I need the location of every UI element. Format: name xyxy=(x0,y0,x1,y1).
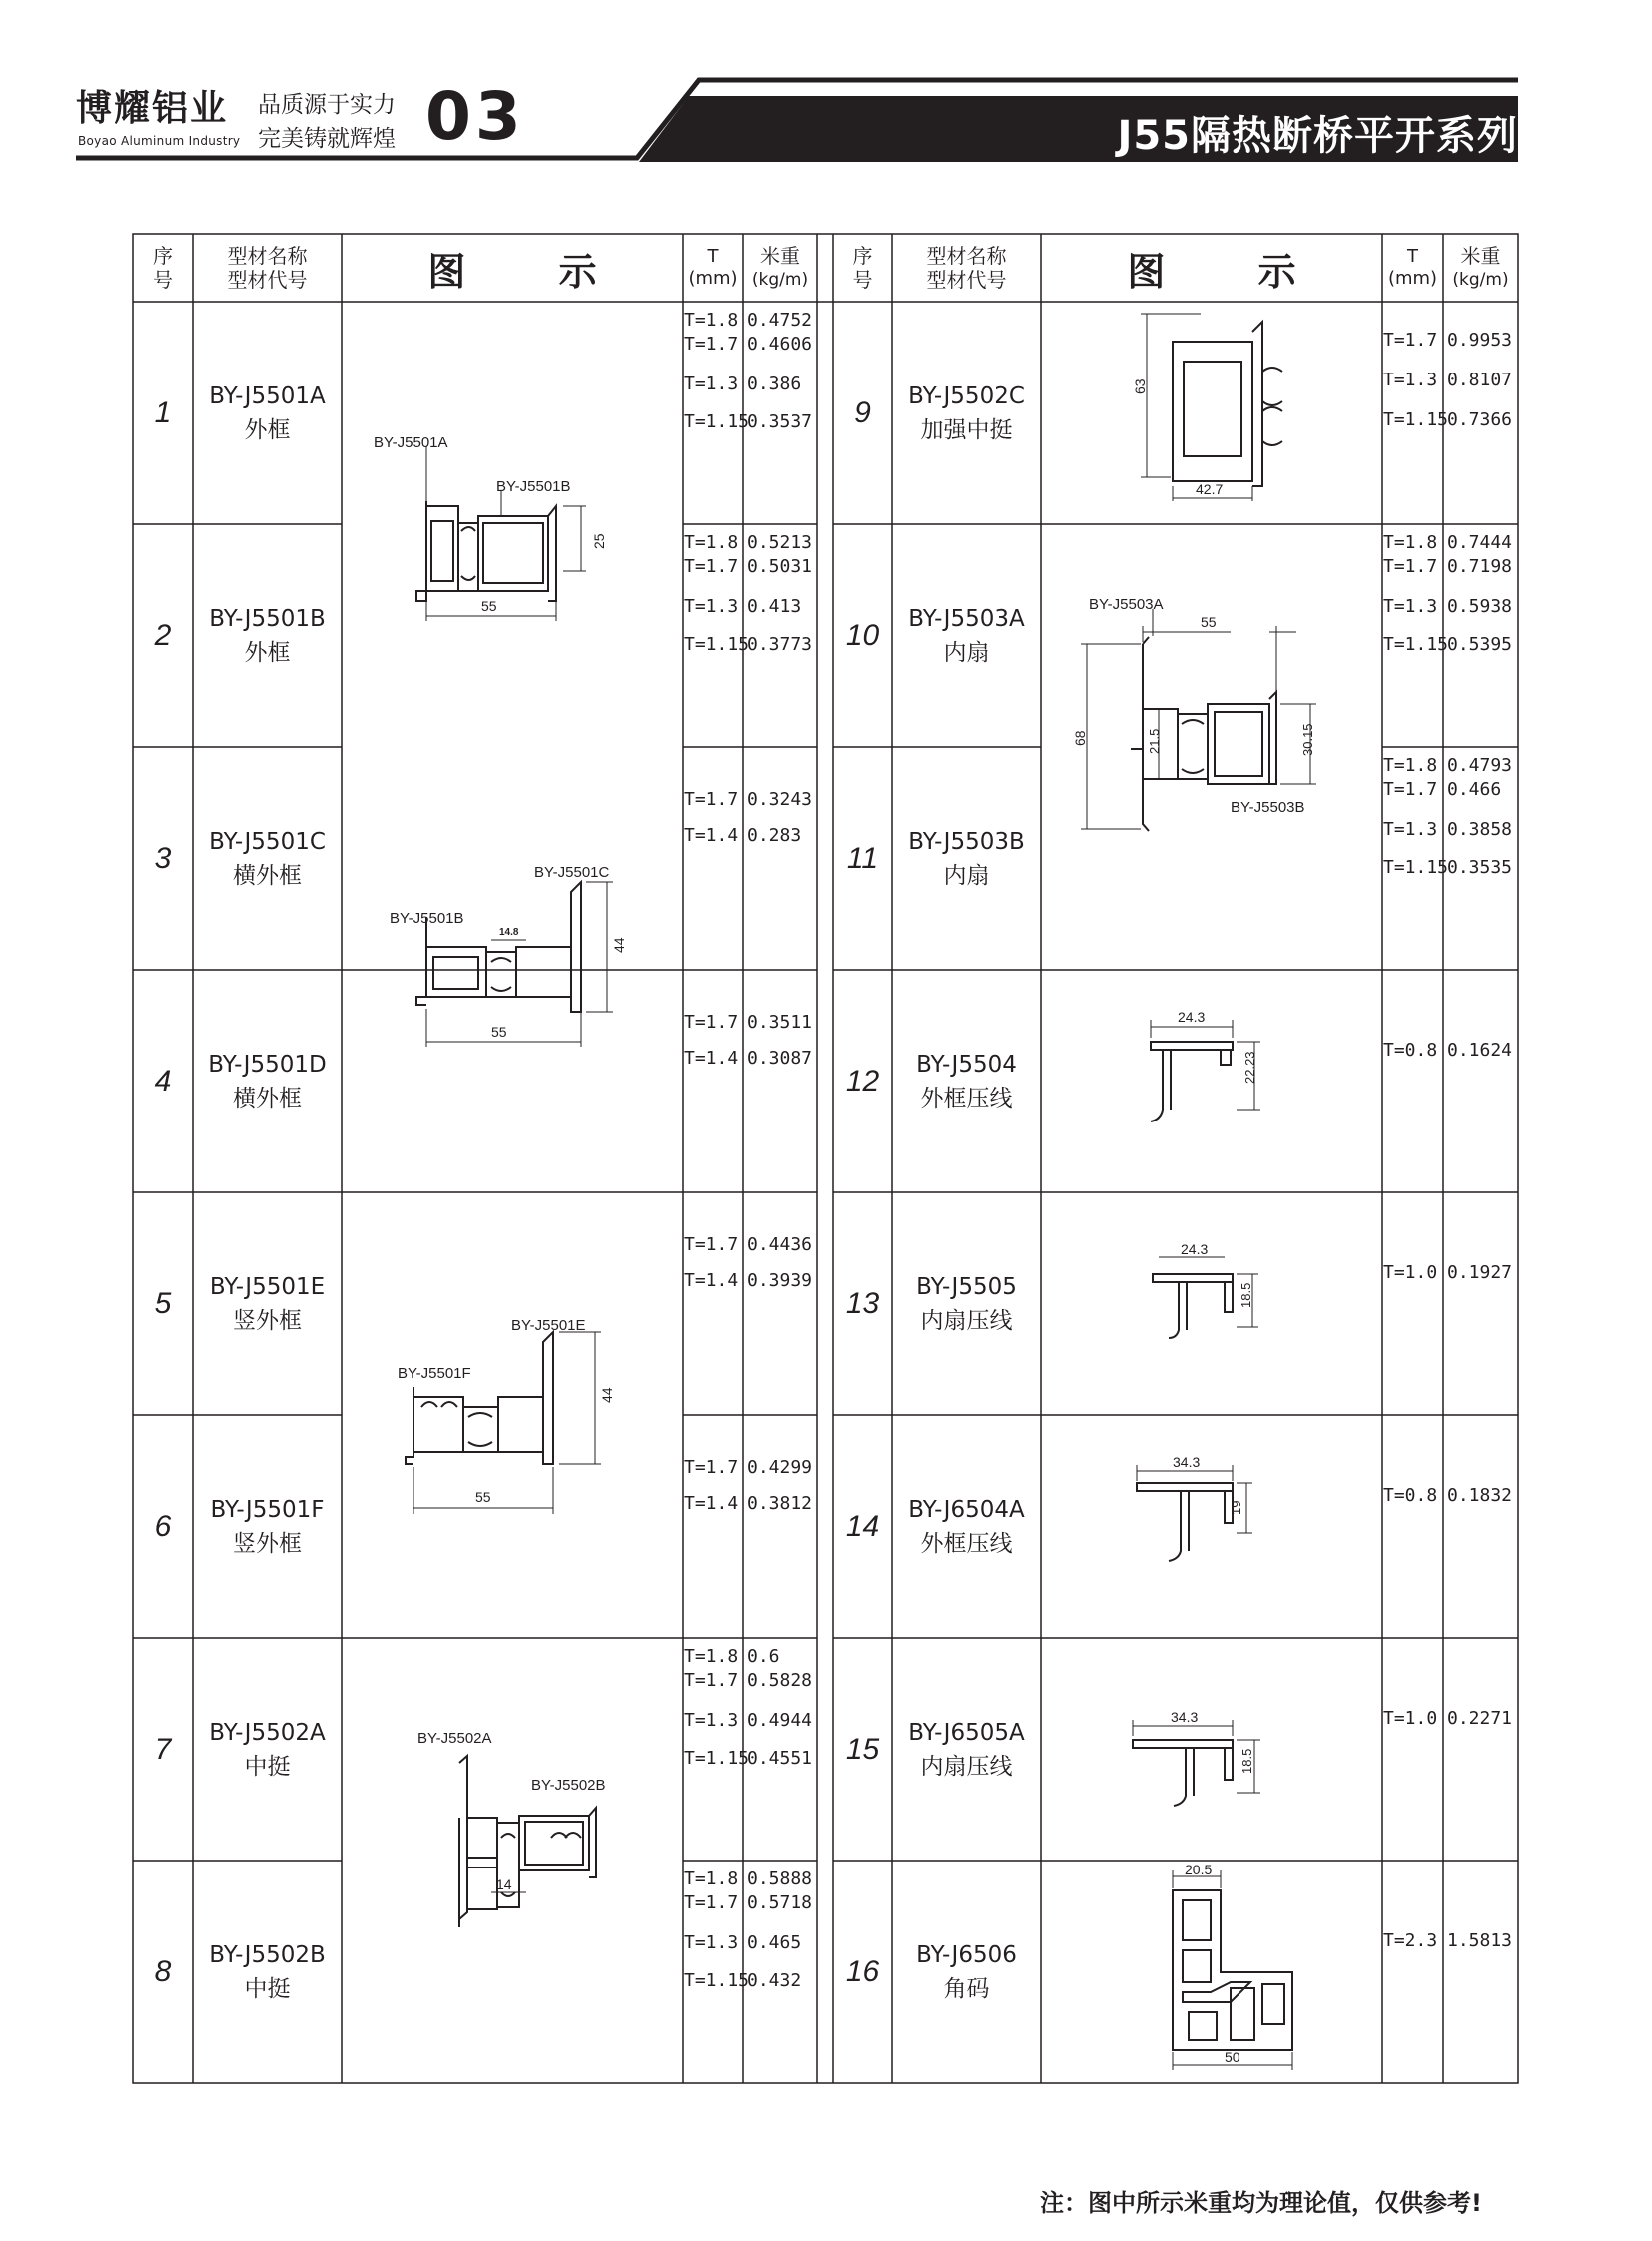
profile-name: 横外框 xyxy=(233,1085,302,1112)
drawing-dim-height: 19 xyxy=(1229,1500,1243,1515)
profile-code: BY-J5501C xyxy=(209,828,326,855)
thickness-value: T=1.7 xyxy=(684,1457,739,1478)
thickness-value: T=1.7 xyxy=(684,334,739,355)
weight-value: 0.413 xyxy=(747,596,802,617)
thickness-value: T=1.8 xyxy=(684,1868,739,1889)
profile-drawing-j5504 xyxy=(1041,970,1382,1192)
profile-code: BY-J5505 xyxy=(916,1273,1017,1300)
header-name-code: 型材名称 型材代号 xyxy=(926,244,1007,292)
thickness-value: T=1.4 xyxy=(684,1270,739,1291)
profile-code: BY-J6505A xyxy=(908,1719,1025,1746)
profile-drawing-j6504a xyxy=(1041,1415,1382,1638)
weight-value: 0.283 xyxy=(747,825,802,846)
thickness-value: T=1.4 xyxy=(684,1048,739,1069)
profile-drawing-j6506 xyxy=(1041,1861,1382,2083)
profile-drawing-j5503a-b xyxy=(1041,524,1382,970)
profile-drawing-j5501a-b xyxy=(342,302,683,747)
thickness-value: T=0.8 xyxy=(1383,1485,1438,1506)
profile-code: BY-J6504A xyxy=(908,1496,1025,1523)
profile-code: BY-J5501D xyxy=(208,1051,327,1078)
thickness-value: T=1.7 xyxy=(1383,779,1438,800)
weight-value: 0.5718 xyxy=(747,1892,813,1913)
profile-code: BY-J5503B xyxy=(908,828,1025,855)
profile-code-name xyxy=(892,524,1041,747)
thickness-value: T=1.15 xyxy=(684,411,750,432)
row-number: 3 xyxy=(154,841,172,875)
thickness-value: T=1.15 xyxy=(1383,634,1449,655)
profile-code: BY-J5501E xyxy=(209,1273,326,1300)
profile-code: BY-J5502C xyxy=(908,382,1025,409)
drawing-label-j5501a: BY-J5501A xyxy=(374,434,448,451)
profile-code: BY-J5501F xyxy=(210,1496,325,1523)
header-weight: 米重 (kg/m) xyxy=(751,244,809,290)
weight-value: 0.3858 xyxy=(1447,819,1513,840)
drawing-dim-width: 24.3 xyxy=(1178,1009,1206,1025)
weight-value: 0.8107 xyxy=(1447,370,1513,390)
weight-value: 0.3939 xyxy=(747,1270,813,1291)
profile-code-name xyxy=(193,747,342,970)
weight-value: 0.386 xyxy=(747,374,802,394)
thickness-value: T=1.15 xyxy=(684,1970,750,1991)
row-number: 1 xyxy=(154,395,172,429)
drawing-label-j5502b: BY-J5502B xyxy=(531,1777,606,1794)
weight-value: 1.5813 xyxy=(1447,1930,1513,1951)
drawing-dim-small: 14.8 xyxy=(499,927,519,938)
profile-name: 中挺 xyxy=(244,1975,291,2002)
thickness-value: T=1.0 xyxy=(1383,1708,1438,1729)
profile-name: 中挺 xyxy=(244,1753,291,1780)
thickness-value: T=1.3 xyxy=(1383,596,1438,617)
weight-value: 0.4551 xyxy=(747,1748,813,1769)
profile-drawing-j5501e-f xyxy=(342,1192,683,1638)
weight-value: 0.9953 xyxy=(1447,330,1513,351)
drawing-dim-height: 68 xyxy=(1072,730,1088,746)
profile-code: BY-J5501B xyxy=(209,605,326,632)
drawing-dim-right: 30.15 xyxy=(1300,723,1315,756)
drawing-dim-height: 25 xyxy=(591,533,607,549)
weight-value: 0.7366 xyxy=(1447,409,1513,430)
profile-name: 外框压线 xyxy=(920,1085,1013,1112)
profile-code-name xyxy=(892,1192,1041,1415)
header-name-code: 型材名称 型材代号 xyxy=(227,244,308,292)
thickness-value: T=1.4 xyxy=(684,825,739,846)
profile-name: 加强中挺 xyxy=(920,416,1013,443)
profile-drawing-j6505a xyxy=(1041,1638,1382,1861)
profile-name: 内扇压线 xyxy=(920,1753,1013,1780)
row-number: 15 xyxy=(845,1732,880,1766)
weight-value: 0.5395 xyxy=(1447,634,1513,655)
drawing-dim-height: 18.5 xyxy=(1239,1748,1254,1774)
brand-english-name: Boyao Aluminum Industry xyxy=(78,134,241,148)
header-seq: 序 号 xyxy=(852,244,873,292)
profile-name: 外框 xyxy=(244,639,291,666)
thickness-value: T=1.8 xyxy=(684,310,739,331)
drawing-dim-height: 63 xyxy=(1132,378,1148,394)
drawing-dim-width: 55 xyxy=(475,1489,491,1505)
profile-code-name xyxy=(193,524,342,747)
drawing-label-j5501f: BY-J5501F xyxy=(398,1365,471,1382)
drawing-dim-width: 42.7 xyxy=(1196,481,1224,497)
thickness-value: T=1.8 xyxy=(1383,755,1438,776)
profile-drawing-j5505 xyxy=(1041,1192,1382,1415)
weight-value: 0.1624 xyxy=(1447,1040,1513,1061)
thickness-value: T=1.8 xyxy=(1383,532,1438,553)
thickness-value: T=1.7 xyxy=(684,1670,739,1691)
header-thickness: T (mm) xyxy=(1387,246,1438,289)
drawing-dim-inner: 21.5 xyxy=(1147,728,1162,754)
drawing-dim-width: 34.3 xyxy=(1171,1709,1199,1725)
weight-value: 0.4436 xyxy=(747,1234,813,1255)
row-number: 9 xyxy=(854,395,871,429)
drawing-label-j5501e: BY-J5501E xyxy=(511,1317,586,1334)
weight-value: 0.2271 xyxy=(1447,1708,1513,1729)
drawing-dim-height: 44 xyxy=(599,1387,615,1403)
weight-value: 0.4944 xyxy=(747,1710,813,1731)
weight-value: 0.466 xyxy=(1447,779,1502,800)
weight-value: 0.7444 xyxy=(1447,532,1513,553)
weight-value: 0.432 xyxy=(747,1970,802,1991)
profile-name: 外框 xyxy=(244,416,291,443)
thickness-value: T=1.15 xyxy=(684,634,750,655)
profile-name: 竖外框 xyxy=(233,1307,302,1334)
weight-value: 0.5213 xyxy=(747,532,813,553)
weight-value: 0.5888 xyxy=(747,1868,813,1889)
profile-name: 外框压线 xyxy=(920,1530,1013,1557)
thickness-value: T=1.7 xyxy=(1383,556,1438,577)
profile-name: 内扇 xyxy=(943,862,990,889)
row-number: 5 xyxy=(154,1286,172,1320)
profile-drawing-j5502a-b xyxy=(342,1638,683,2083)
weight-value: 0.4606 xyxy=(747,334,813,355)
thickness-value: T=1.3 xyxy=(684,596,739,617)
brand-name: 博耀铝业 xyxy=(76,88,229,129)
profile-name: 内扇压线 xyxy=(920,1307,1013,1334)
row-number: 4 xyxy=(154,1064,172,1098)
profile-code-name xyxy=(193,1192,342,1415)
profile-code-name xyxy=(892,1861,1041,2083)
profile-drawing-j5501c-d xyxy=(342,747,683,1192)
thickness-value: T=1.7 xyxy=(684,1892,739,1913)
weight-value: 0.3535 xyxy=(1447,857,1513,878)
weight-value: 0.5031 xyxy=(747,556,813,577)
profile-code-name xyxy=(193,1415,342,1638)
thickness-value: T=1.4 xyxy=(684,1493,739,1514)
weight-value: 0.3511 xyxy=(747,1012,813,1033)
footer-note: 注：图中所示米重均为理论值，仅供参考! xyxy=(1040,2189,1482,2217)
header-weight: 米重 (kg/m) xyxy=(1452,244,1509,290)
thickness-value: T=1.7 xyxy=(684,556,739,577)
thickness-value: T=1.3 xyxy=(684,1932,739,1953)
row-number: 14 xyxy=(845,1509,880,1543)
row-number: 8 xyxy=(154,1954,172,1988)
profile-code: BY-J5502A xyxy=(209,1719,326,1746)
drawing-dim-width: 55 xyxy=(491,1024,507,1040)
profile-code: BY-J5501A xyxy=(209,382,326,409)
row-number: 6 xyxy=(154,1509,172,1543)
series-title: J55隔热断桥平开系列 xyxy=(1117,113,1518,159)
drawing-label-j5503b: BY-J5503B xyxy=(1231,799,1305,816)
profile-code-name xyxy=(892,302,1041,524)
thickness-value: T=0.8 xyxy=(1383,1040,1438,1061)
profile-name: 竖外框 xyxy=(233,1530,302,1557)
drawing-dim-height: 44 xyxy=(611,937,627,953)
thickness-value: T=1.8 xyxy=(684,1646,739,1667)
row-number: 13 xyxy=(845,1286,880,1320)
header-thickness: T (mm) xyxy=(688,246,738,289)
profile-code-name xyxy=(193,302,342,524)
drawing-dim-height: 18.5 xyxy=(1239,1282,1253,1308)
weight-value: 0.5938 xyxy=(1447,596,1513,617)
drawing-label-j5503a: BY-J5503A xyxy=(1089,596,1164,613)
weight-value: 0.4299 xyxy=(747,1457,813,1478)
thickness-value: T=1.0 xyxy=(1383,1262,1438,1283)
row-number: 16 xyxy=(845,1954,880,1988)
thickness-value: T=1.3 xyxy=(684,1710,739,1731)
thickness-value: T=1.7 xyxy=(684,789,739,810)
drawing-dim-width: 50 xyxy=(1225,2049,1240,2065)
drawing-label-j5502a: BY-J5502A xyxy=(417,1730,492,1747)
profile-code: BY-J5502B xyxy=(209,1941,326,1968)
weight-value: 0.3243 xyxy=(747,789,813,810)
profile-code-name xyxy=(892,747,1041,970)
profile-code-name xyxy=(892,970,1041,1192)
profile-code: BY-J5503A xyxy=(908,605,1025,632)
drawing-label-j5501c: BY-J5501C xyxy=(534,864,610,881)
row-number: 2 xyxy=(154,618,172,652)
weight-value: 0.4752 xyxy=(747,310,813,331)
row-number: 12 xyxy=(845,1064,880,1098)
thickness-value: T=1.15 xyxy=(1383,409,1449,430)
profile-code-name xyxy=(892,1638,1041,1861)
drawing-dim-height: 22.23 xyxy=(1242,1051,1257,1084)
profile-code-name xyxy=(193,970,342,1192)
weight-value: 0.7198 xyxy=(1447,556,1513,577)
page-number: 03 xyxy=(425,78,525,155)
profile-code: BY-J6506 xyxy=(916,1941,1017,1968)
weight-value: 0.1927 xyxy=(1447,1262,1513,1283)
profile-code: BY-J5504 xyxy=(916,1051,1017,1078)
thickness-value: T=1.3 xyxy=(684,374,739,394)
thickness-value: T=1.3 xyxy=(1383,370,1438,390)
row-number: 7 xyxy=(154,1732,172,1766)
thickness-value: T=1.7 xyxy=(684,1012,739,1033)
drawing-dim-width: 55 xyxy=(1201,614,1217,630)
weight-value: 0.3773 xyxy=(747,634,813,655)
weight-value: 0.5828 xyxy=(747,1670,813,1691)
weight-value: 0.6 xyxy=(747,1646,780,1667)
weight-value: 0.1832 xyxy=(1447,1485,1513,1506)
thickness-value: T=1.7 xyxy=(1383,330,1438,351)
drawing-dim-width: 55 xyxy=(481,598,497,614)
profile-code-name xyxy=(193,1638,342,1861)
drawing-dim-top: 20.5 xyxy=(1185,1862,1213,1877)
weight-value: 0.3087 xyxy=(747,1048,813,1069)
weight-value: 0.3812 xyxy=(747,1493,813,1514)
header-seq: 序 号 xyxy=(153,244,173,292)
profile-name: 内扇 xyxy=(943,639,990,666)
drawing-dim-width: 24.3 xyxy=(1181,1241,1209,1257)
drawing-dim-width: 34.3 xyxy=(1173,1454,1201,1470)
row-number: 10 xyxy=(845,618,880,652)
profile-name: 角码 xyxy=(943,1975,990,2002)
thickness-value: T=1.7 xyxy=(684,1234,739,1255)
weight-value: 0.3537 xyxy=(747,411,813,432)
profile-code-name xyxy=(193,1861,342,2083)
slogan-line-2: 完美铸就辉煌 xyxy=(258,126,396,152)
profile-code-name xyxy=(892,1415,1041,1638)
row-number: 11 xyxy=(846,841,879,875)
slogan-line-1: 品质源于实力 xyxy=(258,92,396,118)
weight-value: 0.465 xyxy=(747,1932,802,1953)
thickness-value: T=1.8 xyxy=(684,532,739,553)
profile-name: 横外框 xyxy=(233,862,302,889)
thickness-value: T=1.15 xyxy=(1383,857,1449,878)
header-diagram: 图 示 xyxy=(427,249,637,294)
thickness-value: T=1.15 xyxy=(684,1748,750,1769)
drawing-label-j5501b: BY-J5501B xyxy=(390,910,464,927)
thickness-value: T=1.3 xyxy=(1383,819,1438,840)
weight-value: 0.4793 xyxy=(1447,755,1513,776)
drawing-dim-small: 14 xyxy=(496,1876,512,1892)
drawing-label-j5501b: BY-J5501B xyxy=(496,478,571,495)
header-diagram: 图 示 xyxy=(1127,249,1336,294)
profile-drawing-j5502c xyxy=(1041,302,1382,524)
thickness-value: T=2.3 xyxy=(1383,1930,1438,1951)
